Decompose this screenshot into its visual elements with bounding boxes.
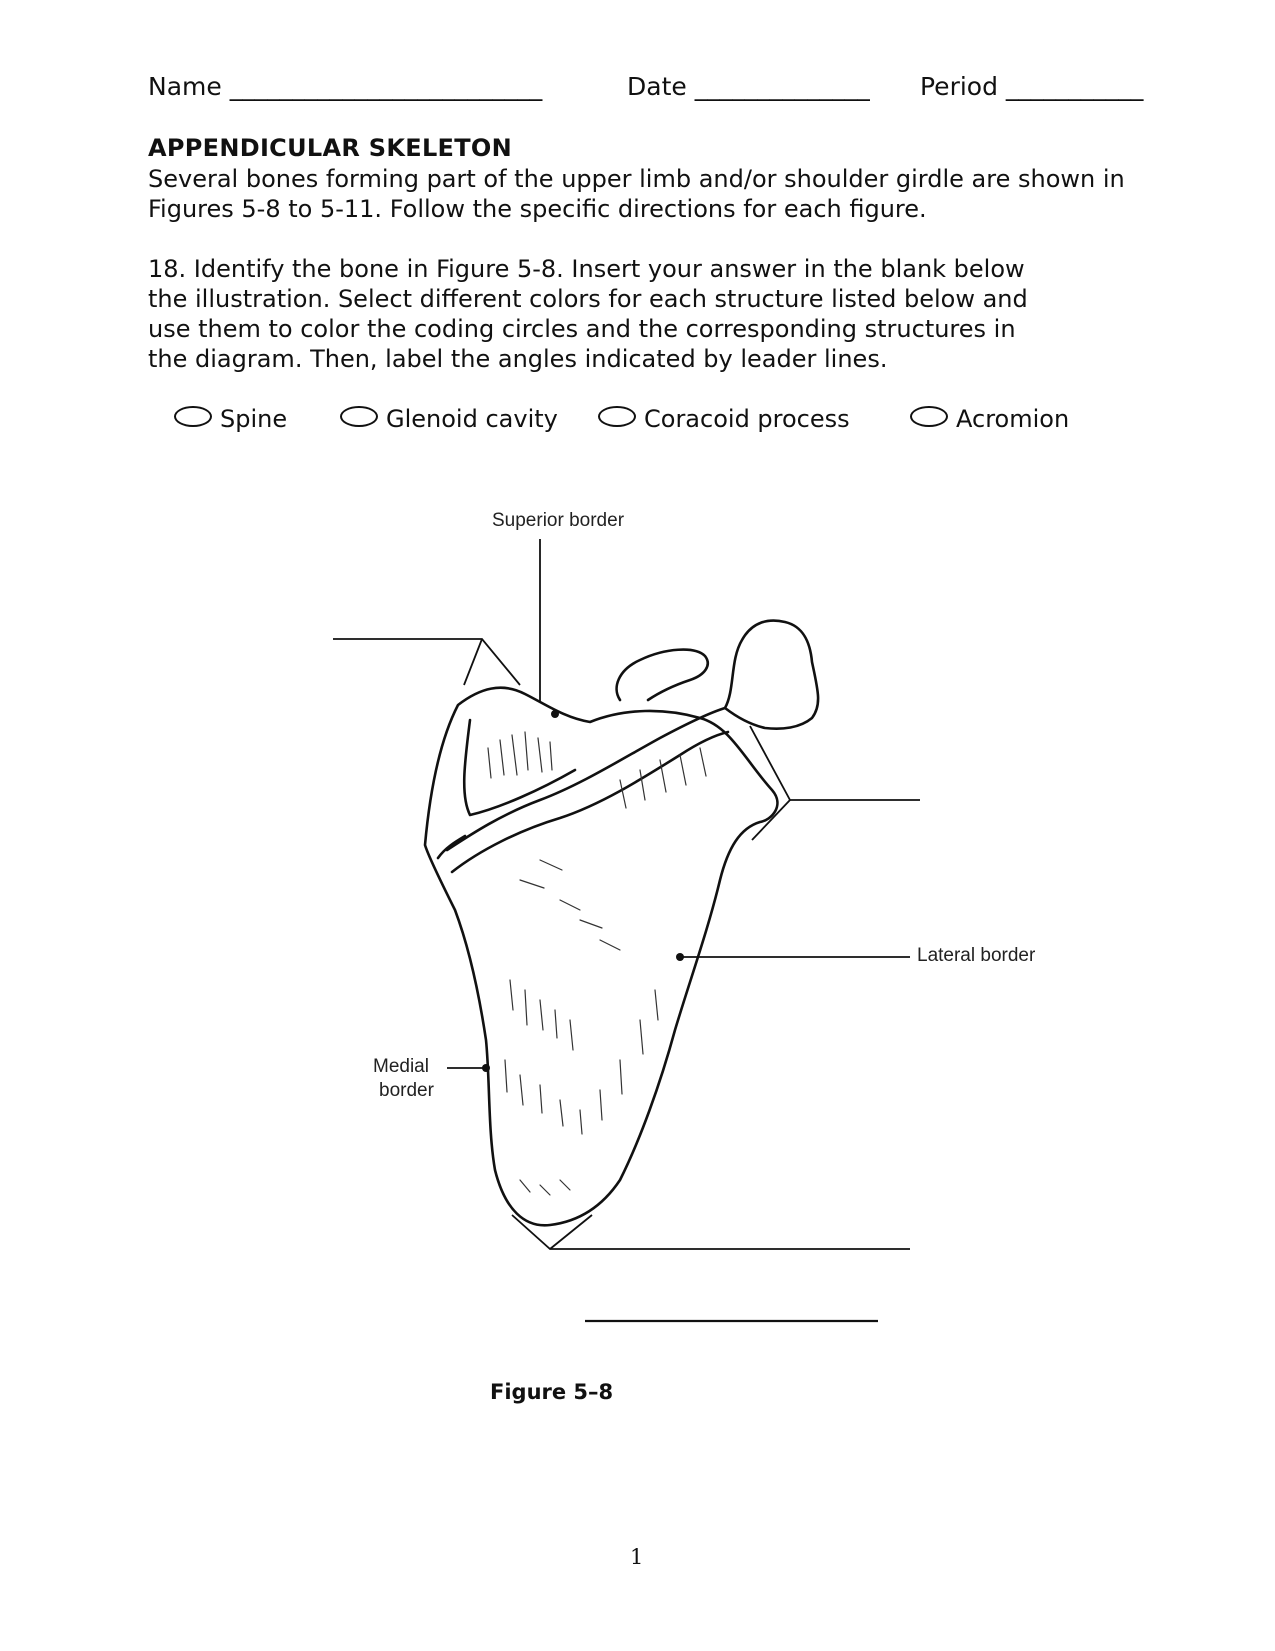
figure-caption: Figure 5–8: [490, 1380, 614, 1404]
question-line-3: use them to color the coding circles and the corresponding structures in: [148, 315, 1016, 343]
coracoid-outline: [617, 650, 708, 700]
superior-angle-leader: [333, 639, 520, 685]
spine-ridge: [447, 708, 725, 850]
question-line-4: the diagram. Then, label the angles indicated by leader lines.: [148, 345, 888, 373]
intro-line-2: Figures 5-8 to 5-11. Follow the specific directions for each figure.: [148, 195, 927, 223]
label-medial-border-line2: border: [379, 1080, 434, 1101]
key-label-coracoid-process: Coracoid process: [644, 405, 850, 433]
lateral-angle-leader: [750, 726, 920, 800]
label-superior-border: Superior border: [492, 510, 625, 531]
date-field[interactable]: Date ______________: [627, 72, 870, 101]
period-field[interactable]: Period ___________: [920, 72, 1144, 101]
question-line-2: the illustration. Select different colors for each structure listed below and: [148, 285, 1028, 313]
acromion-outline: [725, 621, 818, 729]
section-title: APPENDICULAR SKELETON: [148, 134, 513, 162]
label-lateral-border: Lateral border: [917, 945, 1036, 966]
key-label-glenoid-cavity: Glenoid cavity: [386, 405, 558, 433]
question-line-1: 18. Identify the bone in Figure 5-8. Insert your answer in the blank below: [148, 255, 1025, 283]
key-label-spine: Spine: [220, 405, 288, 433]
page-number: 1: [630, 1545, 644, 1569]
name-field[interactable]: Name _________________________: [148, 72, 543, 101]
label-medial-border-line1: Medial: [373, 1056, 429, 1077]
intro-line-1: Several bones forming part of the upper limb and/or shoulder girdle are shown in: [148, 165, 1125, 193]
key-label-acromion: Acromion: [956, 405, 1070, 433]
